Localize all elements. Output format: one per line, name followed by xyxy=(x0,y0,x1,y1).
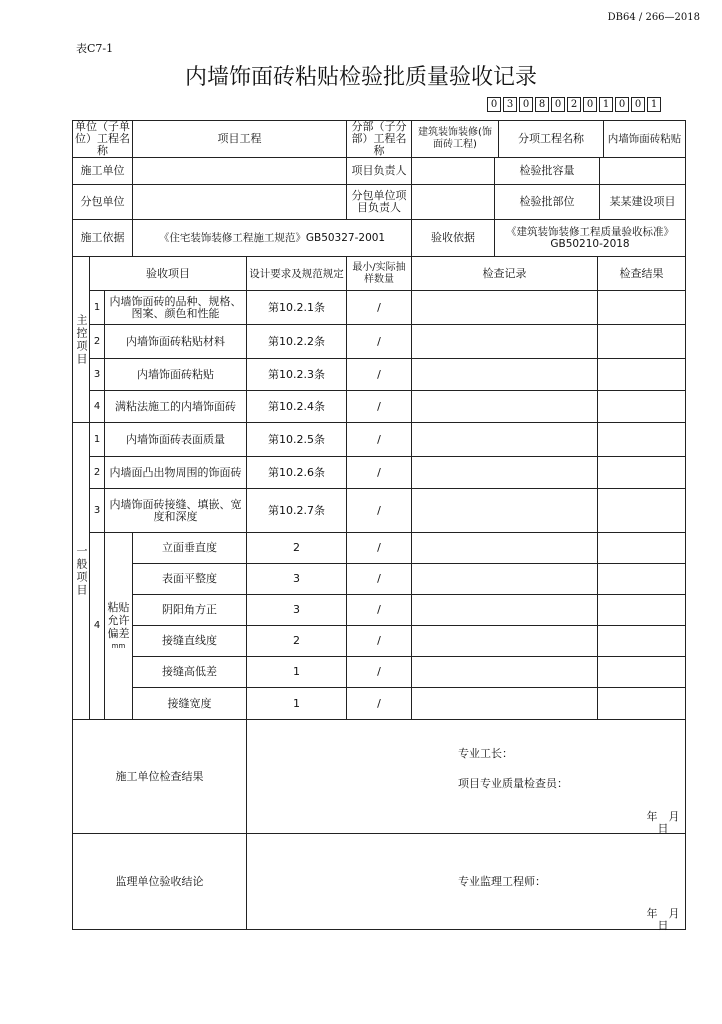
page-title: 内墙饰面砖粘贴检验批质量验收记录 xyxy=(184,65,537,90)
code-digit: 8 xyxy=(535,97,549,112)
supervisor-label: 监理单位验收结论 xyxy=(73,834,247,930)
code-digit: 2 xyxy=(567,97,581,112)
general-row-no: 2 xyxy=(90,457,105,489)
main-control-row-item: 内墙饰面砖的品种、规格、图案、颜色和性能 xyxy=(105,291,247,325)
deviation-result xyxy=(598,564,686,595)
acceptance-group xyxy=(412,220,686,257)
main-control-row-result xyxy=(598,291,686,325)
general-row-sample: / xyxy=(347,489,412,533)
deviation-item: 接缝高低差 xyxy=(133,657,247,688)
code-digit: 0 xyxy=(615,97,629,112)
pm-label: 项目负责人 xyxy=(347,158,412,185)
deviation-value: 3 xyxy=(247,564,347,595)
general-row-result xyxy=(598,489,686,533)
constructor-result-label: 施工单位检查结果 xyxy=(73,720,247,834)
deviation-result xyxy=(598,657,686,688)
main-control-row-no: 4 xyxy=(90,391,105,423)
basis-value: 《住宅装饰装修工程施工规范》GB50327-2001 xyxy=(133,220,412,257)
general-row-item: 内墙面凸出物周围的饰面砖 xyxy=(105,457,247,489)
code-digit: 0 xyxy=(631,97,645,112)
deviation-record xyxy=(412,626,598,657)
date-2: 年 月 日 xyxy=(646,907,691,932)
main-control-row-no: 1 xyxy=(90,291,105,325)
main-control-row-no: 3 xyxy=(90,359,105,391)
supervisor-signoff xyxy=(247,834,691,932)
deviation-value: 1 xyxy=(247,657,347,688)
deviation-label: 粘贴允许偏差 xyxy=(107,600,130,640)
code-digit: 1 xyxy=(647,97,661,112)
deviation-unit: mm xyxy=(111,641,126,650)
deviation-label-cell xyxy=(105,533,133,720)
general-row-item: 内墙饰面砖表面质量 xyxy=(105,423,247,457)
deviation-record xyxy=(412,688,598,720)
division-value: 建筑装饰装修(饰面砖工程) xyxy=(412,121,499,157)
unit-value: 项目工程 xyxy=(133,121,347,158)
deviation-sample: / xyxy=(347,657,412,688)
constructor-value xyxy=(133,158,347,185)
col-item: 验收项目 xyxy=(90,257,247,291)
deviation-record xyxy=(412,564,598,595)
code-digit: 0 xyxy=(551,97,565,112)
deviation-record xyxy=(412,657,598,688)
deviation-item: 表面平整度 xyxy=(133,564,247,595)
main-control-row-no: 2 xyxy=(90,325,105,359)
basis-label: 施工依据 xyxy=(73,220,133,257)
constructor-label: 施工单位 xyxy=(73,158,133,185)
col-record: 检查记录 xyxy=(412,257,598,291)
acceptance-basis-value: 《建筑装饰装修工程质量验收标准》GB50210-2018 xyxy=(506,226,674,250)
main-control-row-record xyxy=(412,291,598,325)
capacity-label: 检验批容量 xyxy=(495,158,600,184)
deviation-value: 3 xyxy=(247,595,347,626)
main-control-row-spec: 第10.2.2条 xyxy=(247,325,347,359)
pm-value xyxy=(412,158,495,184)
inspector-label: 项目专业质量检查员： xyxy=(458,777,568,790)
code-digit: 0 xyxy=(519,97,533,112)
date-1: 年 月 日 xyxy=(646,810,691,835)
inspection-table xyxy=(72,120,691,932)
unit-label: 单位（子单位）工程名称 xyxy=(73,121,133,158)
code-digit: 1 xyxy=(599,97,613,112)
deviation-sample: / xyxy=(347,533,412,564)
deviation-item: 接缝直线度 xyxy=(133,626,247,657)
sub-pm-label: 分包单位项目负责人 xyxy=(347,185,412,220)
main-control-row-item: 内墙饰面砖粘贴 xyxy=(105,359,247,391)
general-row-record xyxy=(412,423,598,457)
general-row-spec: 第10.2.6条 xyxy=(247,457,347,489)
general-row-record xyxy=(412,489,598,533)
sub-pm-part-group xyxy=(412,185,686,220)
main-control-row-record xyxy=(412,391,598,423)
main-control-row-spec: 第10.2.3条 xyxy=(247,359,347,391)
deviation-record xyxy=(412,595,598,626)
constructor-signoff xyxy=(247,720,691,835)
general-row-result xyxy=(598,457,686,489)
code-digit: 0 xyxy=(487,97,501,112)
main-control-row-item: 满粘法施工的内墙饰面砖 xyxy=(105,391,247,423)
acceptance-basis-label: 验收依据 xyxy=(412,220,495,256)
code-digit: 0 xyxy=(583,97,597,112)
general-row-spec: 第10.2.7条 xyxy=(247,489,347,533)
subcontractor-label: 分包单位 xyxy=(73,185,133,220)
deviation-result xyxy=(598,626,686,657)
main-control-row-record xyxy=(412,359,598,391)
main-control-row-sample: / xyxy=(347,359,412,391)
main-control-row-sample: / xyxy=(347,391,412,423)
main-control-row-result xyxy=(598,359,686,391)
engineer-label: 专业监理工程师： xyxy=(458,875,546,888)
deviation-no: 4 xyxy=(90,533,105,720)
main-control-row-sample: / xyxy=(347,291,412,325)
deviation-sample: / xyxy=(347,626,412,657)
division-subitem-group xyxy=(412,121,686,158)
code-boxes xyxy=(487,97,663,112)
pm-capacity-group xyxy=(412,158,686,185)
subitem-value: 内墙饰面砖粘贴 xyxy=(607,133,682,145)
form-number: 表C7-1 xyxy=(76,42,114,55)
general-row-sample: / xyxy=(347,457,412,489)
deviation-sample: / xyxy=(347,595,412,626)
main-control-label: 主控项目 xyxy=(73,257,90,423)
code-digit: 3 xyxy=(503,97,517,112)
part-label: 检验批部位 xyxy=(495,185,600,219)
foreman-label: 专业工长： xyxy=(458,747,513,760)
main-control-row-sample: / xyxy=(347,325,412,359)
deviation-value: 1 xyxy=(247,688,347,720)
deviation-sample: / xyxy=(347,564,412,595)
division-label: 分部（子分部）工程名称 xyxy=(347,121,412,158)
part-value: 某某建设项目 xyxy=(609,195,676,208)
deviation-item: 阴阳角方正 xyxy=(133,595,247,626)
subitem-label: 分项工程名称 xyxy=(499,121,604,157)
deviation-value: 2 xyxy=(247,533,347,564)
col-result: 检查结果 xyxy=(598,257,686,291)
general-row-item: 内墙饰面砖接缝、填嵌、宽度和深度 xyxy=(105,489,247,533)
col-design: 设计要求及规范规定 xyxy=(247,257,347,291)
deviation-item: 接缝宽度 xyxy=(133,688,247,720)
deviation-result xyxy=(598,533,686,564)
main-control-row-result xyxy=(598,391,686,423)
general-row-spec: 第10.2.5条 xyxy=(247,423,347,457)
general-label: 一般项目 xyxy=(73,423,90,720)
general-row-result xyxy=(598,423,686,457)
general-row-sample: / xyxy=(347,423,412,457)
deviation-value: 2 xyxy=(247,626,347,657)
deviation-result xyxy=(598,595,686,626)
main-control-row-item: 内墙饰面砖粘贴材料 xyxy=(105,325,247,359)
main-control-row-spec: 第10.2.4条 xyxy=(247,391,347,423)
deviation-item: 立面垂直度 xyxy=(133,533,247,564)
col-sample: 最小/实际抽样数量 xyxy=(347,257,412,291)
main-control-row-result xyxy=(598,325,686,359)
deviation-sample: / xyxy=(347,688,412,720)
main-control-row-record xyxy=(412,325,598,359)
main-control-row-spec: 第10.2.1条 xyxy=(247,291,347,325)
standard-number: DB64 / 266—2018 xyxy=(607,12,700,23)
sub-pm-value xyxy=(412,185,495,219)
general-row-no: 3 xyxy=(90,489,105,533)
subcontractor-value xyxy=(133,185,347,220)
general-row-no: 1 xyxy=(90,423,105,457)
general-row-record xyxy=(412,457,598,489)
deviation-result xyxy=(598,688,686,720)
capacity-value xyxy=(600,158,685,184)
deviation-record xyxy=(412,533,598,564)
